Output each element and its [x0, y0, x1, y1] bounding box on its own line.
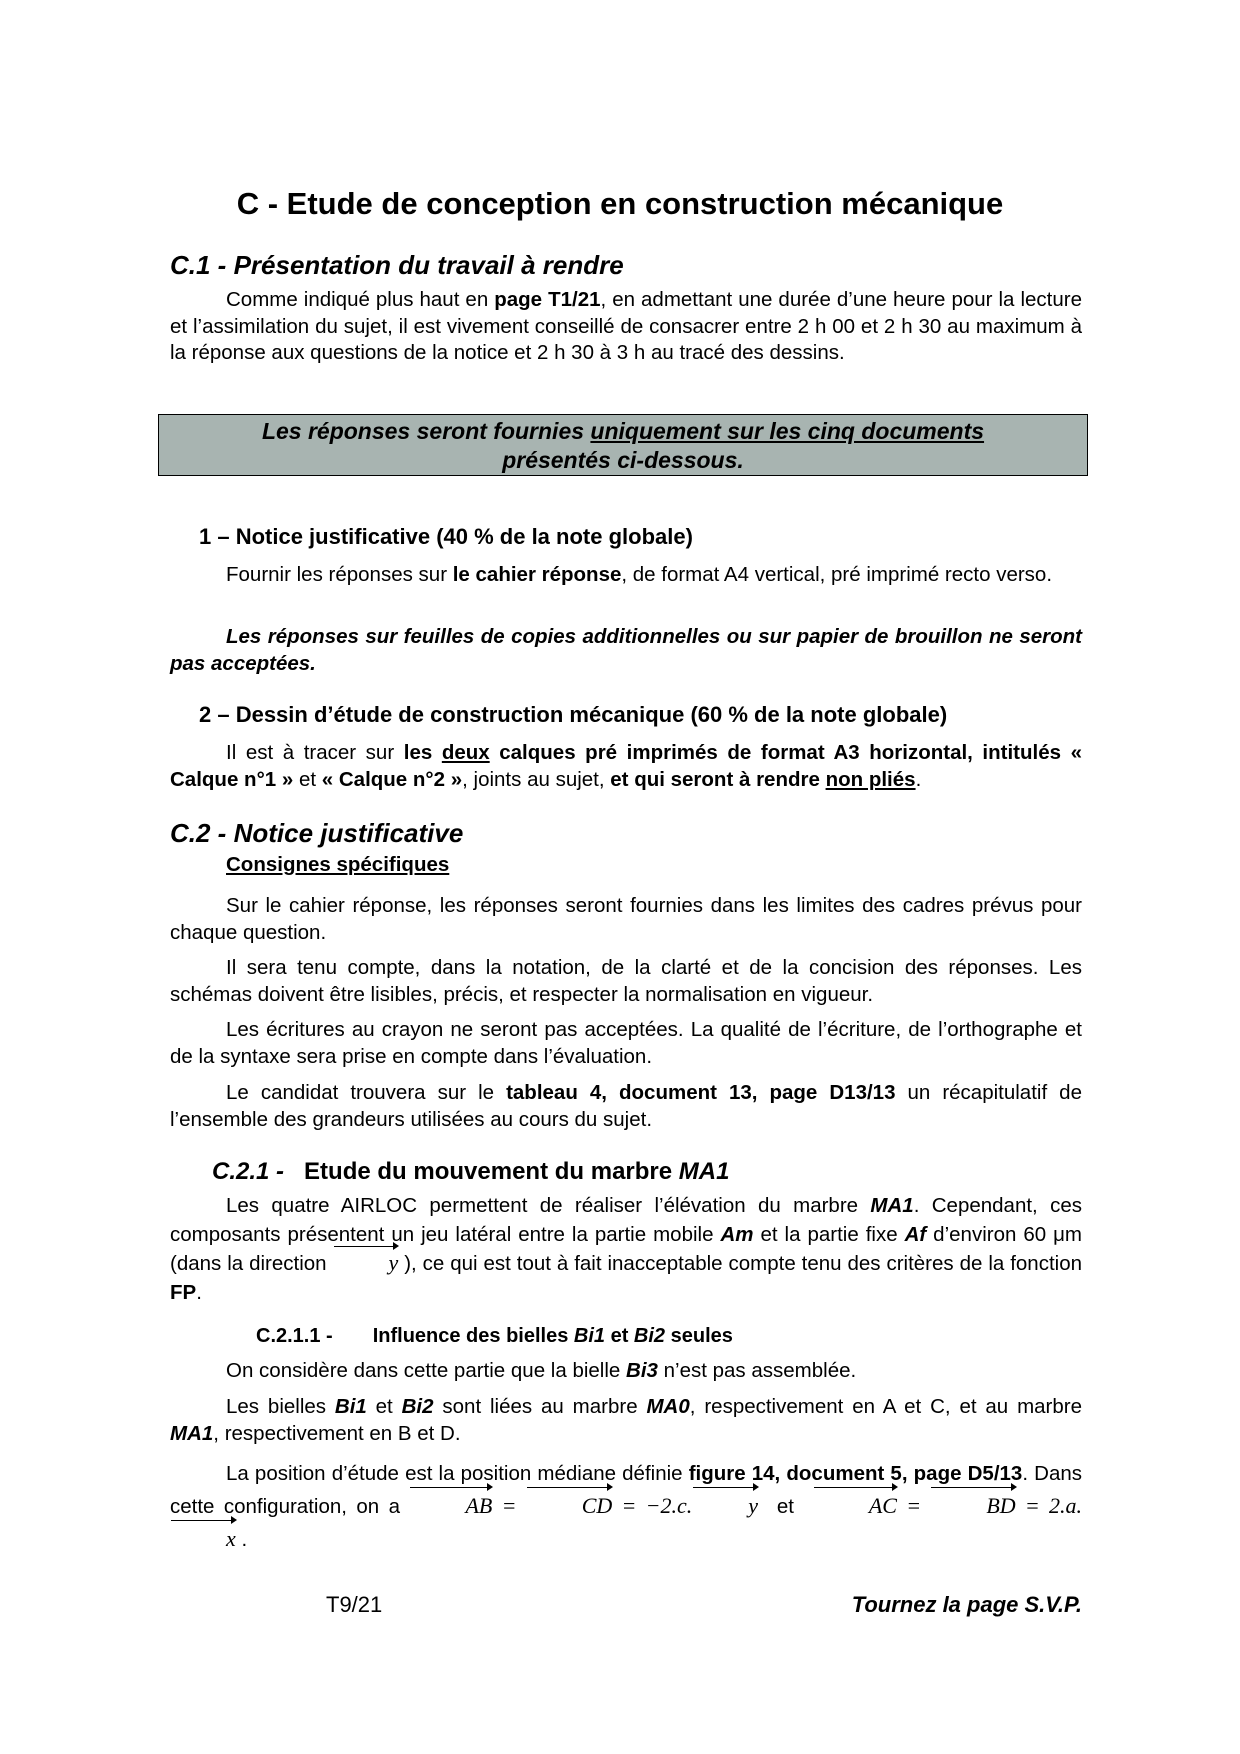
equation-sign: =: [896, 1493, 931, 1518]
underlined-text: deux: [441, 741, 490, 764]
text: Comme indiqué plus haut en: [226, 288, 495, 311]
c211-paragraph-3: [170, 1458, 1082, 1556]
section-c211-heading: [256, 1322, 733, 1350]
italic-text: Bi2: [633, 1325, 666, 1347]
bold-italic-text: Bi2: [401, 1395, 434, 1418]
section-c2-heading: C.2 - Notice justificative: [170, 818, 464, 848]
text: .: [196, 1280, 202, 1304]
c2-paragraph-4: [170, 1080, 1082, 1133]
c211-paragraph-1: [170, 1358, 1082, 1385]
box-text: Les réponses seront fournies: [261, 418, 591, 444]
bold-text: calques pré imprimés de format A3 horizontal, intitulés « Calque n°1 »: [170, 741, 1082, 791]
vector-y: y: [333, 1249, 399, 1278]
text: ), ce qui est tout à fait inacceptable compte tenu des critères de la fonction: [398, 1252, 1082, 1275]
vector-x: x: [170, 1523, 236, 1555]
text: et: [293, 767, 322, 791]
text: , en admettant une durée d’une heure pour la lecture et l’assimilation du sujet, il est vivement conseillé de consacrer entre 2 h 00 et 2 h 30 au maximum à la réponse aux questions de la notice et 2 h 30 à 3 h au tracé des dessins.: [170, 288, 1082, 364]
c2-paragraph-3: Les écritures au crayon ne seront pas acceptées. La qualité de l’écriture, de l’orthographe et de la syntaxe sera prise en compte dans l’évaluation.: [170, 1018, 1082, 1068]
page-title: C - Etude de conception en construction mécanique: [236, 186, 1004, 221]
text: , joints au sujet,: [462, 767, 611, 791]
c1-paragraph: [170, 287, 1082, 367]
text: Le candidat trouvera sur le: [226, 1081, 507, 1104]
bold-italic-text: MA1: [870, 1194, 914, 1217]
bold-text: les: [403, 741, 442, 764]
bold-italic-text: Bi3: [626, 1359, 658, 1382]
vector-ab: AB: [409, 1490, 492, 1522]
c211-paragraph-2: [170, 1394, 1082, 1447]
vector-bd: BD: [930, 1490, 1015, 1522]
bold-text: FP: [170, 1280, 197, 1304]
c2-paragraph-2: Il sera tenu compte, dans la notation, de la clarté et de la concision des réponses. Les schémas doivent être lisibles, précis, et respecter la normalisation en vigueur.: [170, 956, 1082, 1006]
bold-text: tableau 4, document 13, page D13/13: [506, 1081, 896, 1104]
bold-italic-text: MA1: [170, 1421, 214, 1445]
text: .: [235, 1528, 248, 1551]
equation-sign: =: [492, 1493, 526, 1518]
text: , respectivement en A et C, et au marbre: [689, 1395, 1082, 1418]
text: n’est pas assemblée.: [657, 1359, 857, 1382]
section-title-italic: MA1: [678, 1158, 730, 1185]
c2-paragraph-1: Sur le cahier réponse, les réponses seront fournies dans les limites des cadres prévus pour chaque question.: [170, 894, 1082, 944]
box-text-line2: présentés ci-dessous.: [502, 447, 744, 473]
text: et: [758, 1495, 813, 1518]
page-number: T9/21: [326, 1592, 383, 1617]
section-number: C.2.1.1 -: [256, 1325, 333, 1347]
text: et la partie fixe: [753, 1222, 905, 1246]
text: d’environ 60 μm (dans la direction: [170, 1222, 1083, 1275]
section-title: Etude du mouvement du marbre: [304, 1158, 679, 1185]
bold-italic-text: Af: [904, 1222, 927, 1246]
c21-paragraph: [170, 1192, 1082, 1307]
text: et: [366, 1395, 402, 1418]
equation-term: = −2.c.: [612, 1493, 693, 1518]
section-title: et: [605, 1325, 634, 1347]
item1-heading: 1 – Notice justificative (40 % de la note globale): [199, 524, 693, 549]
equation-term: = 2.a.: [1015, 1493, 1082, 1518]
text: , de format A4 vertical, pré imprimé recto verso.: [621, 563, 1053, 586]
text: On considère dans cette partie que la bielle: [226, 1359, 627, 1382]
box-underlined-text: uniquement sur les cinq documents: [590, 418, 985, 444]
bold-text: le cahier réponse: [452, 563, 622, 586]
text: un récapitulatif de l’ensemble des grandeurs utilisées au cours du sujet.: [170, 1081, 1082, 1131]
bold-italic-text: Bi1: [334, 1395, 367, 1418]
section-c1-heading: C.1 - Présentation du travail à rendre: [170, 250, 624, 280]
bold-text: « Calque n°2 »: [321, 767, 463, 791]
text: Les quatre AIRLOC permettent de réaliser l’élévation du marbre: [226, 1194, 871, 1217]
notice-box: [158, 414, 1088, 476]
text: , respectivement en B et D.: [213, 1421, 461, 1445]
section-number: C.2.1 -: [212, 1158, 285, 1185]
page-reference: page T1/21: [494, 288, 601, 311]
vector-cd: CD: [526, 1490, 613, 1522]
bold-text: et qui seront à rendre: [610, 767, 826, 791]
text: Fournir les réponses sur: [226, 563, 453, 586]
section-title: seules: [665, 1325, 733, 1347]
item1-paragraph: [170, 562, 1082, 589]
italic-text: Bi1: [573, 1325, 606, 1347]
bold-italic-text: MA0: [646, 1395, 690, 1418]
underlined-text: non pliés: [825, 767, 916, 791]
item1-warning: Les réponses sur feuilles de copies additionnelles ou sur papier de brouillon ne seront pas acceptées.: [170, 625, 1082, 675]
vector-y: y: [692, 1490, 758, 1522]
text: Il est à tracer sur: [226, 741, 404, 764]
text: .: [915, 767, 922, 791]
bold-italic-text: Am: [720, 1222, 754, 1246]
text: La position d’étude est la position médiane définie: [226, 1462, 689, 1485]
text: sont liées au marbre: [433, 1395, 647, 1418]
item2-paragraph: [170, 740, 1082, 793]
bold-text: figure 14, document 5, page D5/13: [688, 1462, 1023, 1485]
item2-heading: 2 – Dessin d’étude de construction mécanique (60 % de la note globale): [199, 702, 948, 727]
consignes-heading: Consignes spécifiques: [226, 853, 450, 876]
text: . Cependant, ces composants présentent un jeu latéral entre la partie mobile: [170, 1194, 1082, 1246]
text: . Dans cette configuration, on a: [170, 1462, 1083, 1518]
section-c21-heading: [212, 1156, 729, 1188]
text: Les bielles: [226, 1395, 335, 1418]
vector-ac: AC: [813, 1490, 897, 1522]
section-title: Influence des bielles: [372, 1325, 574, 1347]
turn-page-note: Tournez la page S.V.P.: [851, 1592, 1082, 1617]
